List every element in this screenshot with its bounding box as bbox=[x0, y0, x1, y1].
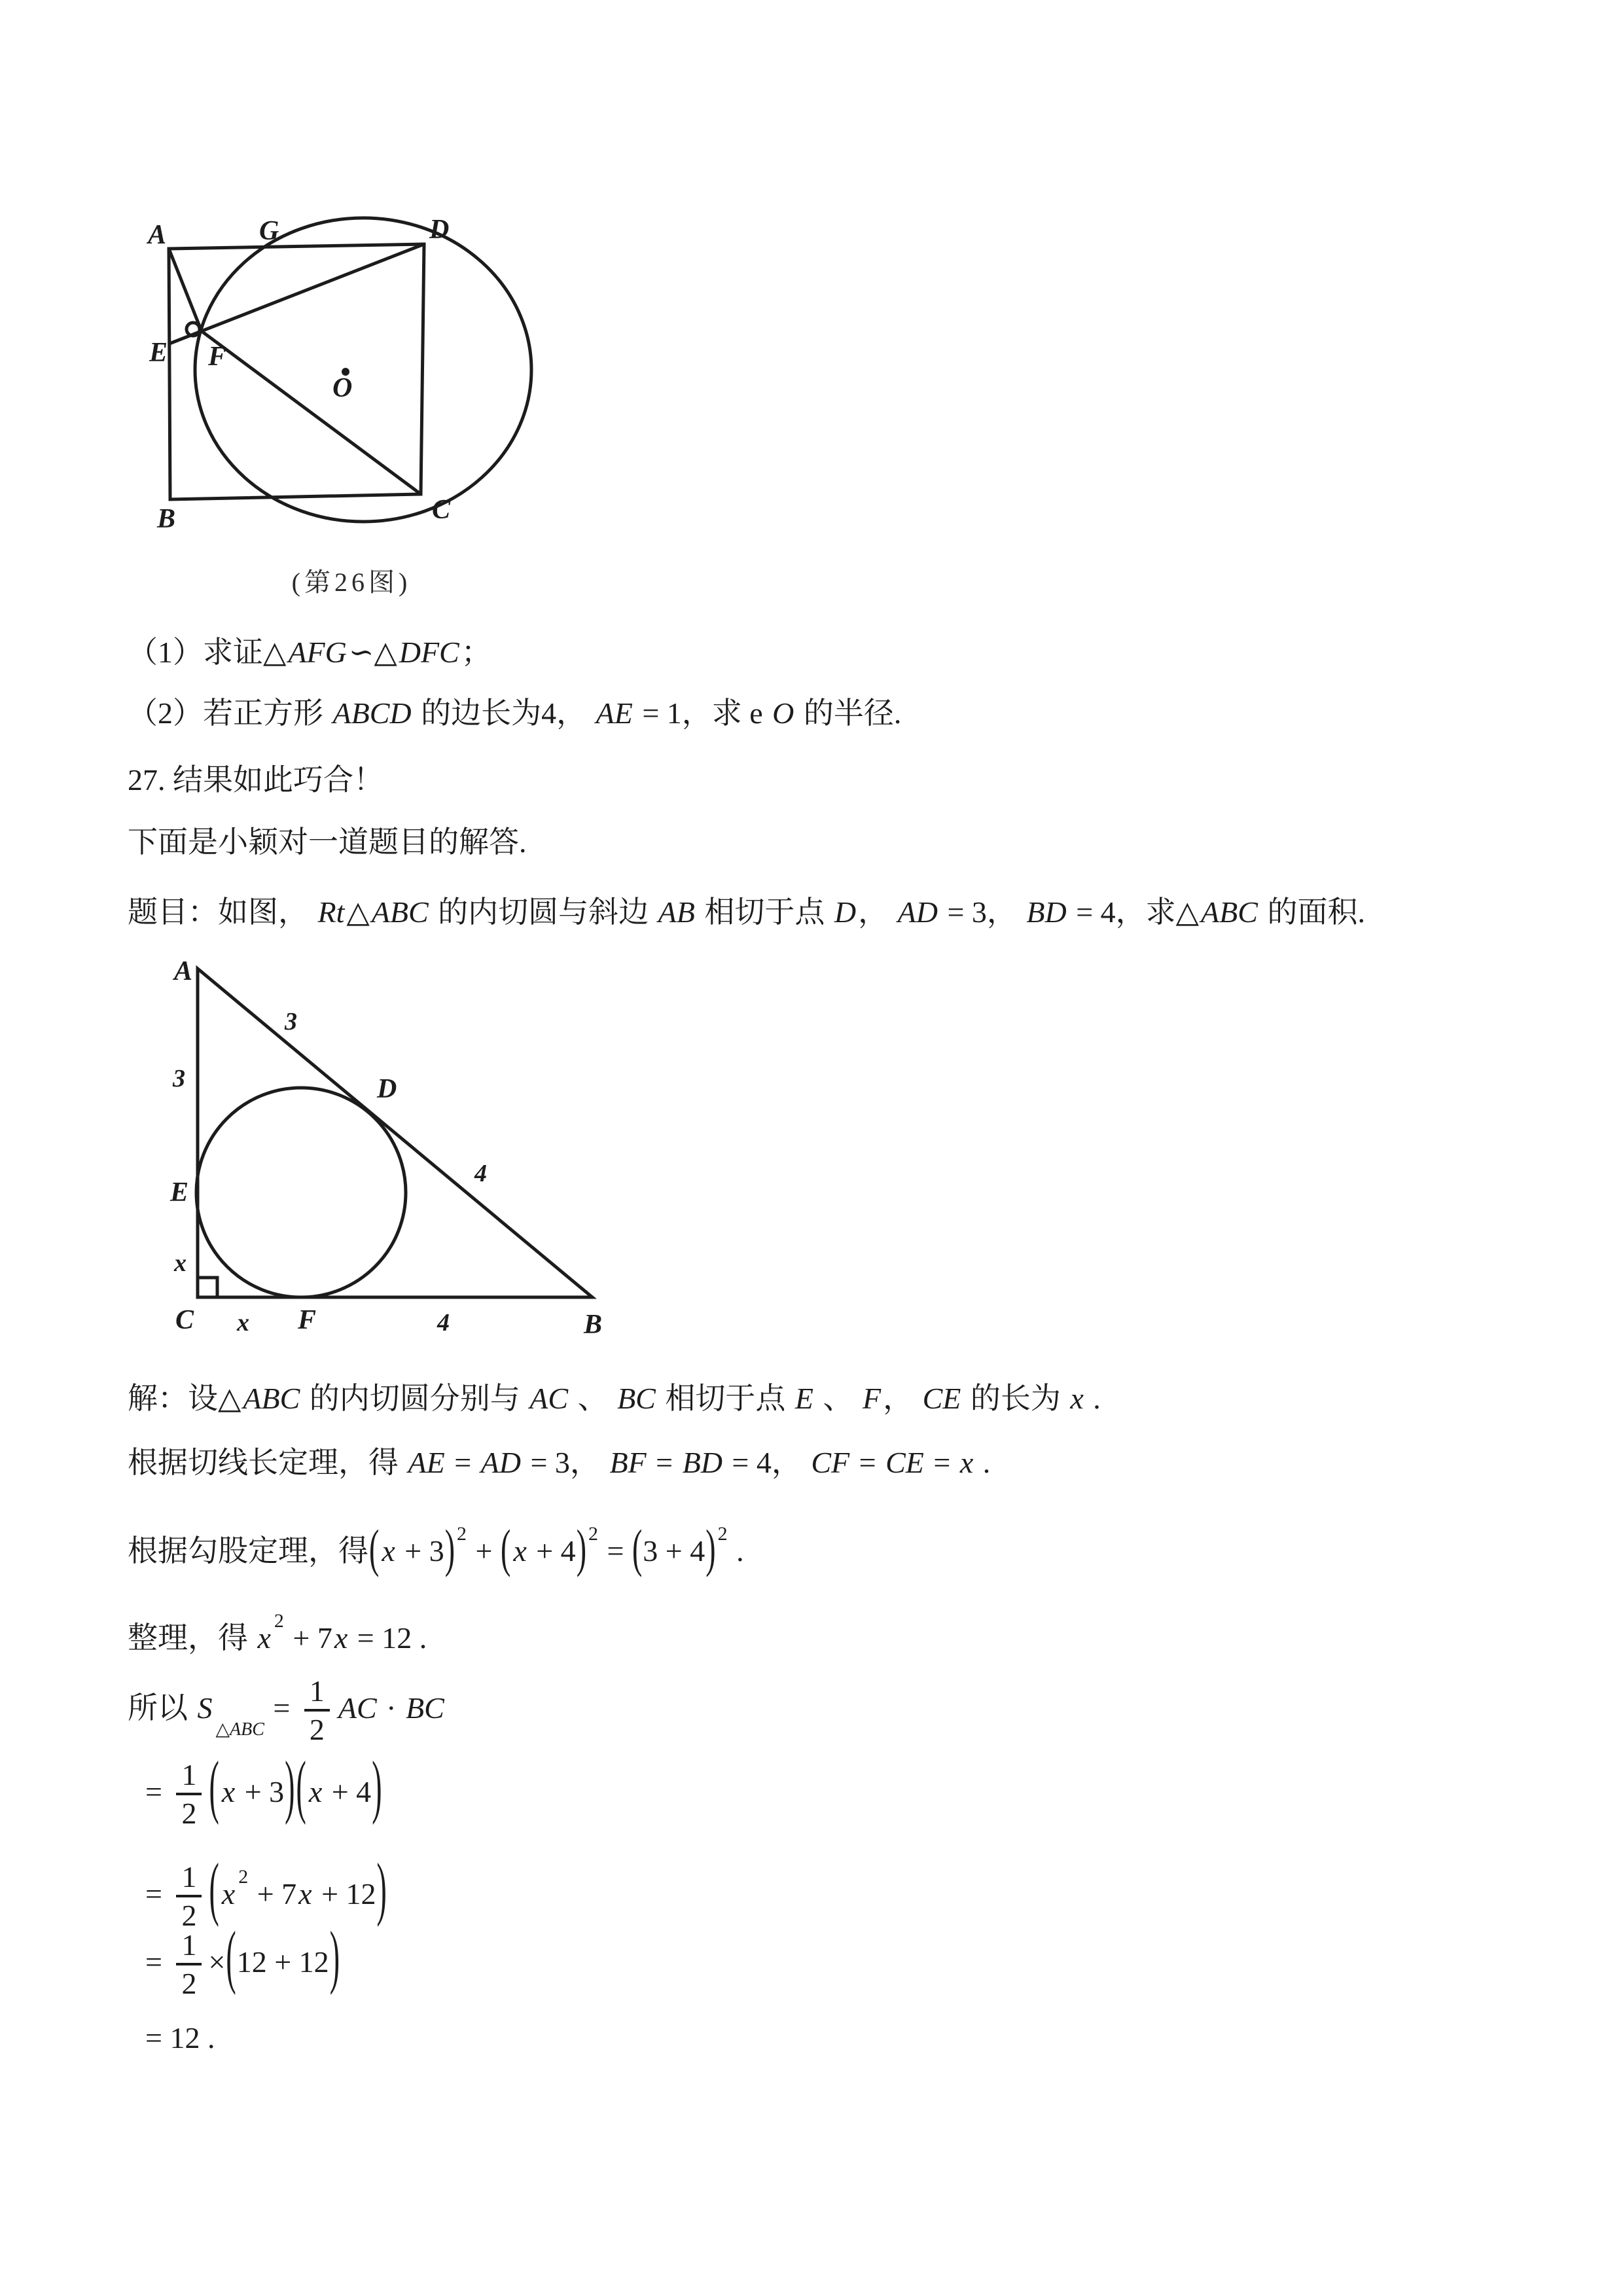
solution-area-step-4: = $\frac{1}{2}$ ×(12 + 12) bbox=[145, 1916, 340, 2001]
line-af bbox=[169, 249, 202, 331]
solution-setup: 解：设△ABC 的内切圆分别与 AC 、 BC 相切于点 E 、 F， CE 的长为 x . bbox=[128, 1382, 1101, 1415]
incircle bbox=[196, 1088, 406, 1297]
circle-o bbox=[195, 218, 531, 522]
fig2-label-b: B bbox=[584, 1310, 603, 1340]
fig1-label-f: F bbox=[208, 342, 227, 372]
fig1-label-a: A bbox=[148, 220, 167, 250]
figure-27 bbox=[164, 952, 622, 1345]
question-part-2: （2）若正方形 ABCD 的边长为4， AE = 1，求 e O 的半径. bbox=[128, 696, 902, 730]
solution-simplified: 整理，得 $x^2 + 7x = 12$ . bbox=[128, 1610, 427, 1655]
problem-27-title: 27. 结果如此巧合！ bbox=[128, 763, 383, 797]
fig2-len-cf: x bbox=[237, 1309, 249, 1336]
fig2-len-fb: 4 bbox=[437, 1309, 450, 1336]
fig2-len-ae: 3 bbox=[173, 1065, 185, 1092]
line-ed bbox=[169, 244, 424, 344]
solution-area-step-2: = $\frac{1}{2}$ (x + 3)(x + 4) bbox=[145, 1746, 382, 1831]
fig1-label-o: O bbox=[332, 373, 353, 403]
problem-statement: 题目：如图， Rt△ABC 的内切圆与斜边 AB 相切于点 D， AD = 3， BD = 4，求△ABC 的面积. bbox=[128, 895, 1365, 929]
fig1-label-c: C bbox=[432, 495, 451, 525]
figure-26-caption: (第26图) bbox=[291, 567, 412, 597]
right-angle-mark bbox=[198, 1278, 217, 1297]
fig2-len-ad: 3 bbox=[285, 1008, 297, 1035]
fig1-label-b: B bbox=[157, 504, 176, 534]
question-part-1: （1）求证△AFG∽△DFC； bbox=[128, 636, 491, 669]
solution-area-step-3: = $\frac{1}{2}$ $(x^2 + 7x + 12)$ bbox=[145, 1848, 387, 1933]
solution-tangent-lengths: 根据切线长定理，得 AE = AD = 3， BF = BD = 4， CF = CE = x . bbox=[128, 1446, 991, 1479]
solution-pythagoras: 根据勾股定理，得(x + 3) $^2$ + (x + 4) $^2$ = (3 + 4) $^2$ . bbox=[128, 1518, 744, 1577]
triangle-abc bbox=[198, 969, 592, 1297]
fig2-label-f: F bbox=[298, 1305, 317, 1335]
figure-26 bbox=[131, 209, 602, 543]
fig1-label-d: D bbox=[429, 215, 450, 245]
fig2-len-db: 4 bbox=[474, 1160, 487, 1187]
fig2-label-d: D bbox=[377, 1074, 397, 1104]
fig1-label-g: G bbox=[259, 216, 279, 246]
solution-area-result: = 12 . bbox=[145, 2021, 215, 2054]
fig2-label-e: E bbox=[170, 1177, 189, 1208]
solution-area-step-1: 所以 $S_{\triangle ABC}$ = $\frac{1}{2}$ AC · BC bbox=[128, 1674, 444, 1747]
fig2-label-a: A bbox=[174, 956, 193, 986]
square-abcd bbox=[169, 244, 424, 499]
intro-line: 下面是小颖对一道题目的解答. bbox=[128, 825, 527, 859]
fig2-len-ce: x bbox=[174, 1249, 187, 1277]
fig2-label-c: C bbox=[175, 1305, 194, 1335]
fig1-label-e: E bbox=[149, 338, 168, 368]
